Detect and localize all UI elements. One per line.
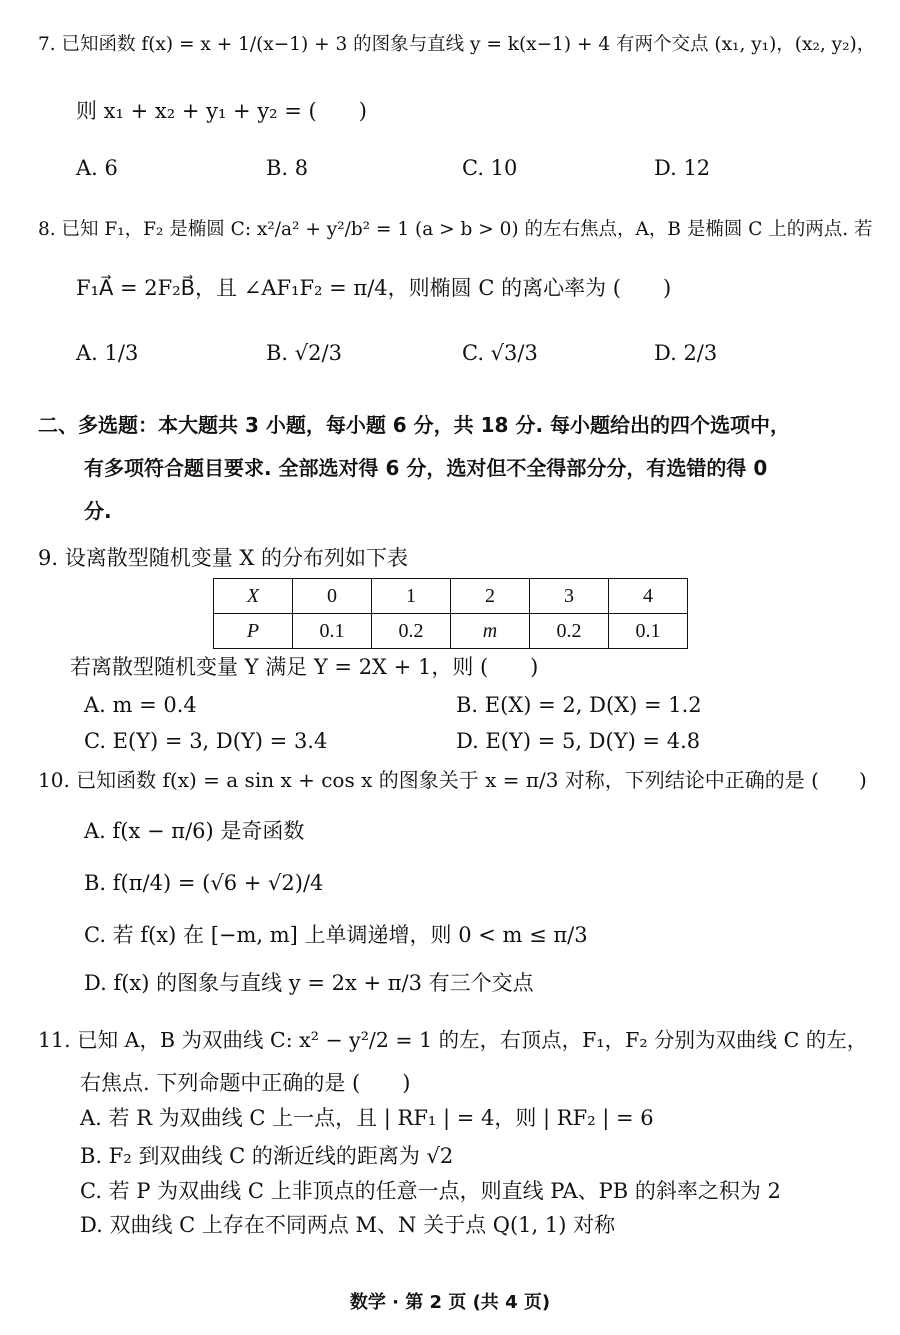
q9-stem-line1: 9. 设离散型随机变量 X 的分布列如下表	[38, 546, 409, 570]
table-cell: 0	[293, 579, 372, 614]
q7-stem-line1: 7. 已知函数 f(x) = x + 1/(x−1) + 3 的图象与直线 y = k(x−1) + 4 有两个交点 (x₁, y₁)，(x₂, y₂)，	[38, 34, 876, 55]
q8-stem-line2: F₁A⃗ = 2F₂B⃗，且 ∠AF₁F₂ = π/4，则椭圆 C 的离心率为 ( )	[76, 276, 672, 300]
table-cell: 4	[609, 579, 688, 614]
distribution-table	[213, 578, 688, 649]
q7-stem-line2: 则 x₁ + x₂ + y₁ + y₂ = ( )	[76, 99, 367, 123]
q7-option-c: C. 10	[462, 156, 518, 180]
table-cell: 1	[372, 579, 451, 614]
section2-heading-line2: 有多项符合题目要求. 全部选对得 6 分，选对但不全得部分分，有选错的得 0	[84, 456, 768, 480]
q9-option-c: C. E(Y) = 3, D(Y) = 3.4	[84, 729, 328, 753]
q11-option-a: A. 若 R 为双曲线 C 上一点，且 | RF₁ | = 4，则 | RF₂ | = 6	[80, 1106, 654, 1130]
q11-stem-line1: 11. 已知 A，B 为双曲线 C: x² − y²/2 = 1 的左，右顶点，F₁，F₂ 分别为双曲线 C 的左，	[38, 1028, 868, 1052]
q8-option-d: D. 2/3	[654, 341, 718, 365]
q10-option-d: D. f(x) 的图象与直线 y = 2x + π/3 有三个交点	[84, 971, 534, 995]
q8-option-c: C. √3/3	[462, 341, 538, 365]
table-cell: 0.2	[530, 614, 609, 649]
table-cell: P	[214, 614, 293, 649]
q8-stem-line1: 8. 已知 F₁，F₂ 是椭圆 C: x²/a² + y²/b² = 1 (a > b > 0) 的左右焦点，A，B 是椭圆 C 上的两点. 若	[38, 219, 873, 240]
table-row	[214, 579, 688, 614]
q9-option-b: B. E(X) = 2, D(X) = 1.2	[456, 693, 702, 717]
q7-option-d: D. 12	[654, 156, 711, 180]
q11-option-c: C. 若 P 为双曲线 C 上非顶点的任意一点，则直线 PA、PB 的斜率之积为 2	[80, 1179, 781, 1203]
page-footer: 数学 · 第 2 页 (共 4 页)	[349, 1292, 551, 1313]
q8-option-a: A. 1/3	[76, 341, 139, 365]
q11-option-d: D. 双曲线 C 上存在不同两点 M、N 关于点 Q(1, 1) 对称	[80, 1213, 616, 1237]
table-cell: 0.2	[372, 614, 451, 649]
table-cell: X	[214, 579, 293, 614]
q11-stem-line2: 右焦点. 下列命题中正确的是 ( )	[80, 1071, 411, 1095]
q10-option-b: B. f(π/4) = (√6 + √2)/4	[84, 871, 324, 895]
table-cell: m	[451, 614, 530, 649]
q10-option-a: A. f(x − π/6) 是奇函数	[84, 819, 305, 843]
table-cell: 3	[530, 579, 609, 614]
q7-option-b: B. 8	[266, 156, 309, 180]
q8-option-b: B. √2/3	[266, 341, 342, 365]
table-cell: 2	[451, 579, 530, 614]
table-cell: 0.1	[609, 614, 688, 649]
table-cell: 0.1	[293, 614, 372, 649]
q11-option-b: B. F₂ 到双曲线 C 的渐近线的距离为 √2	[80, 1144, 454, 1168]
table-row	[214, 614, 688, 649]
section2-heading-line3: 分.	[84, 499, 112, 523]
section2-heading-line1: 二、多选题：本大题共 3 小题，每小题 6 分，共 18 分. 每小题给出的四个选项中，	[38, 413, 791, 437]
q7-option-a: A. 6	[76, 156, 118, 180]
q9-option-a: A. m = 0.4	[84, 693, 197, 717]
q10-option-c: C. 若 f(x) 在 [−m, m] 上单调递增，则 0 < m ≤ π/3	[84, 923, 588, 947]
q10-stem: 10. 已知函数 f(x) = a sin x + cos x 的图象关于 x = π/3 对称，下列结论中正确的是 ( )	[38, 768, 867, 792]
q9-option-d: D. E(Y) = 5, D(Y) = 4.8	[456, 729, 701, 753]
q9-stem-line2: 若离散型随机变量 Y 满足 Y = 2X + 1，则 ( )	[70, 655, 539, 679]
